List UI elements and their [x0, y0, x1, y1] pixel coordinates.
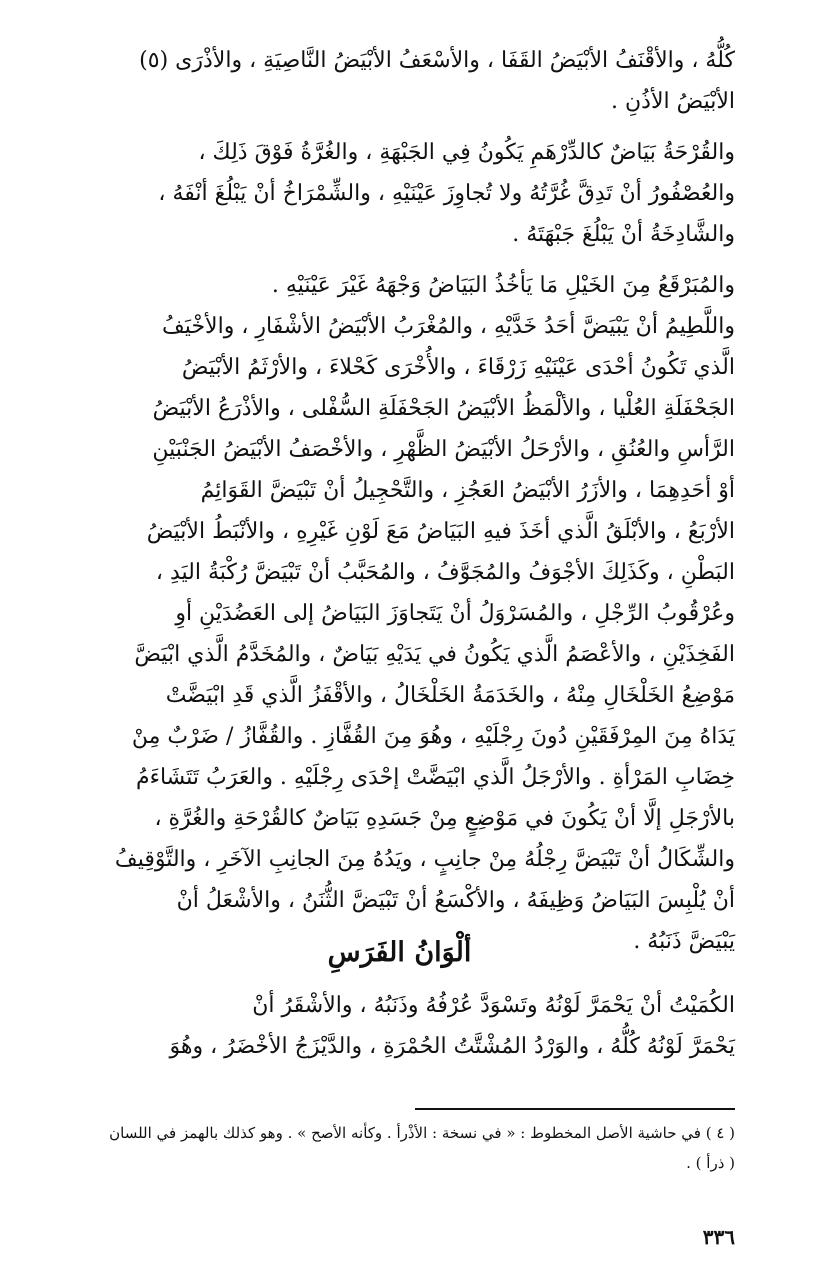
footnote-line: ( ذرأ ) .: [686, 1154, 735, 1172]
paragraph-1: [64, 40, 735, 122]
document-page: [64, 40, 735, 1267]
text-line: يَبْيَضَّ ذَنَبُهُ .: [633, 929, 735, 954]
text-line: خِضَابِ المَرْأةِ . والأرْجَلُ الَّذي ابْيَضَّتْ إحْدَى رِجْلَيْهِ . والعَرَبُ تَتَشَاءَمُ: [135, 765, 735, 790]
text-line: والمُبَرْقَعُ مِنَ الخَيْلِ مَا يَأخُذُ البَيَاضُ وَجْهَهُ غَيْرَ عَيْنَيْهِ .: [271, 273, 735, 298]
text-line: كُلُّهُ ، والأقْنَفُ الأبْيَضُ القَفَا ، والأسْعَفُ الأبْيَضُ النَّاصِيَةِ ، والأذْرَى (٥): [139, 48, 735, 73]
footnote-line: ( ٤ ) في حاشية الأصل المخطوط : « في نسخة : الأذْرأ . وكأنه الأصح » . وهو كذلك بالهمز في اللسان: [109, 1124, 735, 1142]
text-line: الرَّأسِ والعُنُقِ ، والأرْحَلُ الأبْيَضُ الظَّهْرِ ، والأخْصَفُ الأبْيَضُ الجَنْبَيْنِ: [152, 437, 735, 462]
text-line: والشِّكَالُ أنْ تَبْيَضَّ رِجْلُهُ مِنْ جانِبٍ ، ويَدُهُ مِنَ الجانِبِ الآخَرِ ، والتَّوْقِيفُ: [114, 847, 735, 872]
text-line: الَّذي تَكُونُ أحْدَى عَيْنَيْهِ زَرْقَاءَ ، والأُخْرَى كَحْلاءَ ، والأرْثَمُ الأبْيَضُ: [181, 355, 735, 380]
text-line: يَدَاهُ مِنَ المِرْفَقَيْنِ دُونَ رِجْلَيْهِ ، وهُوَ مِنَ القُفَّازِ . والقُفَّازُ / ضَرْبٌ مِنْ: [131, 724, 735, 749]
text-line: واللَّطِيمُ أنْ يَبْيَضَّ أحَدُ خَدَّيْهِ ، والمُغْرَبُ الأبْيَضُ الأشْفَارِ ، والأخْيَفُ: [162, 314, 735, 339]
text-line: والشَّادِخَةُ أنْ يَبْلُغَ جَبْهَتَهُ .: [512, 222, 735, 247]
paragraph-2: [64, 132, 735, 255]
text-line: بالأرْجَلِ إلَّا أنْ يَكُونَ في مَوْضِعٍ مِنْ جَسَدِهِ بَيَاضٌ كالقُرْحَةِ والغُرَّةِ ،: [154, 806, 735, 831]
text-line: أوْ أحَدِهِمَا ، والأزَرُ الأبْيَضُ العَجُزِ ، والتَّحْجِيلُ أنْ تَبْيَضَّ القَوَائِمُ: [200, 478, 735, 503]
text-line: الكُمَيْتُ أنْ يَحْمَرَّ لَوْنُهُ وتَسْوَدَّ عُرْفُهُ وذَنَبُهُ ، والأشْقَرُ أنْ: [252, 993, 735, 1018]
text-line: والعُصْفُورُ أنْ تَدِقَّ غُرَّتُهُ ولا تُجاوِزَ عَيْنَيْهِ ، والشِّمْرَاخُ أنْ يَبْلُغَ أنْفَهُ ،: [158, 181, 735, 206]
text-line: أنْ يُلْبِسَ البَيَاضُ وَظِيفَهُ ، والأكْسَعُ أنْ تَبْيَضَّ الثُّنَنُ ، والأشْعَلُ أنْ: [176, 888, 735, 913]
paragraph-3: [64, 265, 735, 962]
footnote: [64, 1118, 735, 1178]
text-line: الأبْيَضُ الأذُنِ .: [611, 89, 735, 114]
section-body: [64, 985, 735, 1067]
section-heading: ألْوَانُ الفَرَسِ: [327, 937, 472, 968]
text-line: يَحْمَرَّ لَوْنُهُ كُلُّهُ ، والوَرْدُ المُشْتَّتُ الحُمْرَةِ ، والدَّيْزَجُ الأخْضَرُ ، وهُوَ: [169, 1034, 735, 1059]
text-line: الجَحْفَلَةِ العُلْيا ، والألْمَظُ الأبْيَضُ الجَحْفَلَةِ السُّفْلى ، والأذْرَعُ الأبْيَضُ: [152, 396, 735, 421]
text-line: الأرْبَعُ ، والأبْلَقُ الَّذي أخَذَ فيهِ البَيَاضُ مَعَ لَوْنِ غَيْرِهِ ، والأنْبَطُ الأبْيَضُ: [146, 519, 735, 544]
text-line: الفَخِذَيْنِ ، والأعْصَمُ الَّذي يَكُونُ في يَدَيْهِ بَيَاضٌ ، والمُخَدَّمُ الَّذي ابْيَضَّ: [134, 642, 735, 667]
body-text: [64, 40, 735, 962]
text-line: البَطْنِ ، وكَذَلِكَ الأجْوَفُ والمُجَوَّفُ ، والمُحَبَّبُ أنْ تَبْيَضَّ رُكْبَةُ اليَدِ ،: [155, 560, 735, 585]
page-number: ٣٣٦: [702, 1225, 735, 1249]
text-line: وعُرْقُوبُ الرِّجْلِ ، والمُسَرْوَلُ أنْ يَتَجاوَزَ البَيَاضُ إلى العَضُدَيْنِ أوِ: [175, 601, 735, 626]
text-line: مَوْضِعُ الخَلْخَالِ مِنْهُ ، والخَدَمَةُ الخَلْخَالُ ، والأقْفَزُ الَّذي قَدِ ابْيَضَّتْ: [165, 683, 735, 708]
footnote-divider: [415, 1108, 735, 1110]
text-line: والقُرْحَةُ بَيَاضٌ كالدِّرْهَمِ يَكُونُ فِي الجَبْهَةِ ، والغُرَّةُ فَوْقَ ذَلِكَ ،: [198, 140, 735, 165]
paragraph-4: [64, 985, 735, 1067]
